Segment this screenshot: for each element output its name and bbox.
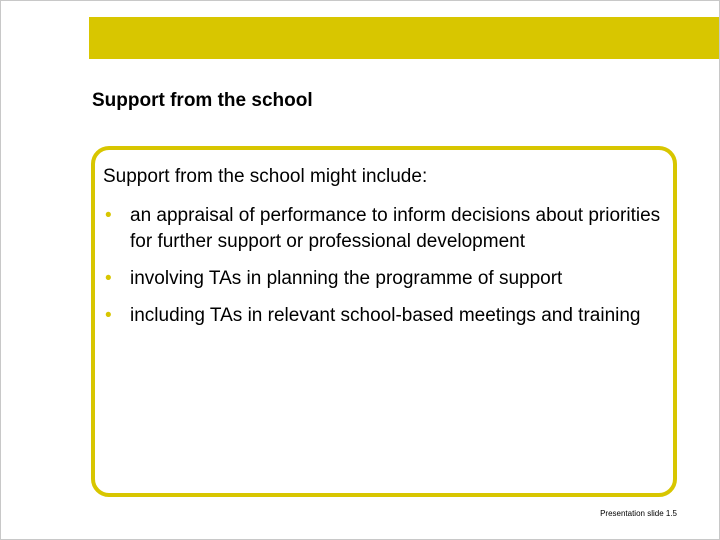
- bullet-text: involving TAs in planning the programme of support: [130, 268, 563, 289]
- intro-text: Support from the school might include:: [103, 166, 428, 187]
- list-item: [103, 303, 663, 329]
- list-item: [103, 266, 663, 292]
- bullet-icon: •: [105, 268, 112, 289]
- slide-number: Presentation slide 1.5: [600, 509, 677, 518]
- bullet-text: an appraisal of performance to inform decisions about priorities for further support or professional development: [130, 205, 661, 252]
- bullet-icon: •: [105, 205, 112, 226]
- list-item: [103, 203, 663, 255]
- bullet-text: including TAs in relevant school-based meetings and training: [130, 305, 641, 326]
- slide-title: Support from the school: [92, 90, 313, 111]
- accent-header-bar: [89, 17, 719, 59]
- bullet-icon: •: [105, 305, 112, 326]
- bullet-list: [103, 203, 663, 340]
